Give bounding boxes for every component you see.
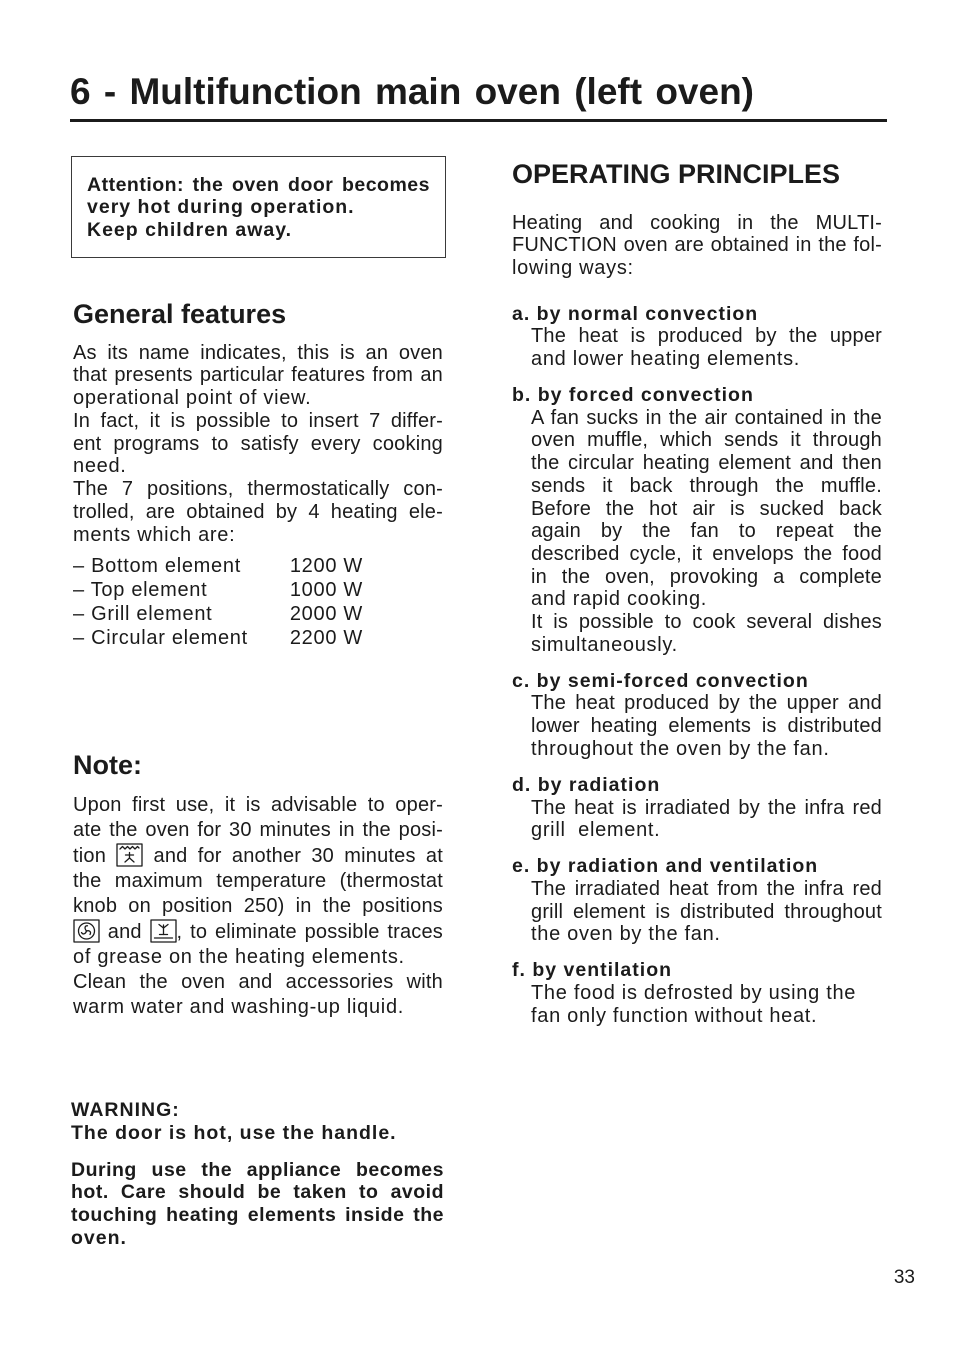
method-description-line: again by the fan to repeat the — [531, 520, 882, 543]
method-forced-convection — [512, 384, 882, 656]
attention-line: Keep children away. — [87, 218, 293, 241]
method-radiation — [512, 774, 882, 842]
warning-line: hot. Care should be taken to avoid — [71, 1181, 444, 1204]
warning-line: WARNING: — [71, 1098, 180, 1121]
warning-header — [71, 1099, 444, 1145]
heating-element-power: 2200 W — [289, 627, 363, 649]
general-features-line: that presents particular features from an — [73, 364, 443, 387]
general-features-line: The 7 positions, thermostatically con- — [73, 478, 443, 501]
heating-element-label: – Grill element — [73, 603, 213, 625]
method-description-line: Before the hot air is sucked back — [531, 497, 882, 520]
method-title: d. by radiation — [512, 773, 661, 796]
heating-element-label: – Top element — [73, 579, 208, 601]
paragraph — [531, 407, 882, 611]
attention-box — [71, 156, 446, 258]
warning-line: oven. — [71, 1226, 127, 1249]
heating-element-power: 1200 W — [289, 555, 363, 577]
page-title: 6 - Multifunction main oven (left oven) — [70, 71, 754, 112]
heating-element-row — [73, 602, 363, 626]
paragraph — [512, 212, 882, 280]
fan-circular-element-function-icon — [73, 919, 100, 943]
method-title: c. by semi-forced convection — [512, 669, 809, 692]
warning-line: The door is hot, use the handle. — [71, 1121, 397, 1144]
warning-text — [71, 1159, 444, 1250]
note-line: warm water and washing-up liquid. — [73, 995, 405, 1018]
note-line: of grease on the heating elements. — [73, 945, 405, 968]
heating-element-row — [73, 578, 363, 602]
method-description-line: and rapid cooking. — [531, 588, 708, 611]
paragraph — [73, 478, 443, 546]
method-description-line: grill element. — [531, 819, 661, 842]
method-description-line: It is possible to cook several dishes — [531, 611, 882, 634]
note-text — [73, 793, 443, 1020]
method-ventilation — [512, 959, 882, 1027]
heating-element-row — [73, 626, 363, 650]
general-features-text — [73, 342, 443, 547]
paragraph — [71, 1099, 444, 1122]
general-features-line: ent programs to satisfy every cooking — [73, 432, 443, 455]
note-line: and , to eliminate possible traces — [73, 919, 443, 945]
method-description — [512, 797, 882, 842]
method-description-line: the oven by the fan. — [531, 923, 721, 946]
intro-line: Heating and cooking in the MULTI- — [512, 211, 882, 234]
method-description — [512, 982, 882, 1027]
general-features-line: In fact, it is possible to insert 7 differ- — [73, 409, 443, 432]
method-description-line: The heat is produced by the upper — [531, 325, 882, 348]
method-description-line: The irradiated heat from the infra red — [531, 878, 882, 900]
attention-line: Attention: the oven door becomes — [87, 173, 430, 196]
method-semi-forced-convection — [512, 670, 882, 761]
paragraph — [71, 1159, 444, 1250]
warning-line: touching heating elements inside the — [71, 1204, 444, 1227]
bottom-element-fan-function-icon — [150, 919, 177, 943]
paragraph — [73, 342, 443, 410]
operating-methods — [512, 303, 882, 1028]
paragraph — [531, 611, 882, 656]
paragraph — [71, 1122, 444, 1145]
note-heading: Note: — [73, 750, 142, 780]
intro-line: FUNCTION oven are obtained in the fol- — [512, 234, 882, 257]
method-title: a. by normal convection — [512, 302, 759, 325]
page-number: 33 — [893, 1267, 915, 1288]
operating-principles-heading: OPERATING PRINCIPLES — [512, 159, 841, 189]
note-line: Clean the oven and accessories with — [73, 970, 443, 993]
method-title: e. by radiation and ventilation — [512, 855, 819, 878]
method-description-line: The heat produced by the upper and — [531, 692, 882, 715]
note-line: tion and for another 30 minutes at — [73, 844, 443, 867]
method-description-line: in the oven, provoking a complete — [531, 565, 882, 588]
paragraph — [531, 878, 882, 946]
method-description-line: A fan sucks in the air contained in the — [531, 406, 882, 429]
method-description-line: throughout the oven by the fan. — [531, 737, 830, 760]
method-description-line: lower heating elements is distributed — [531, 715, 882, 738]
method-description — [512, 325, 882, 370]
method-description-line: the circular heating element and then — [531, 452, 882, 475]
paragraph — [73, 970, 443, 1020]
method-description — [512, 692, 882, 760]
paragraph — [73, 410, 443, 478]
note-line: the maximum temperature (thermostat — [73, 869, 443, 892]
heating-element-label: – Circular element — [73, 627, 248, 649]
method-normal-convection — [512, 303, 882, 371]
general-features-line: ments which are: — [73, 523, 236, 546]
method-description — [512, 878, 882, 946]
heating-element-row — [73, 554, 363, 578]
paragraph — [531, 797, 882, 842]
method-description-line: grill element is distributed throughout — [531, 900, 882, 923]
general-features-line: As its name indicates, this is an oven — [73, 341, 443, 364]
heating-element-power: 1000 W — [289, 579, 363, 601]
intro-line: lowing ways: — [512, 256, 634, 279]
method-title: b. by forced convection — [512, 384, 754, 407]
paragraph — [531, 325, 882, 370]
heating-element-list — [73, 554, 363, 650]
method-description-line: fan only function without heat. — [531, 1004, 818, 1027]
method-description-line: simultaneously. — [531, 633, 678, 656]
general-features-heading: General features — [73, 299, 287, 329]
paragraph — [531, 982, 882, 1027]
method-description-line: sends it back through the muffle. — [531, 474, 882, 497]
heating-element-power: 2000 W — [289, 603, 363, 625]
note-line: ate the oven for 30 minutes in the posi- — [73, 818, 443, 841]
operating-principles-intro — [512, 212, 882, 280]
paragraph — [87, 174, 430, 219]
note-line: Upon first use, it is advisable to oper- — [73, 793, 443, 816]
method-description-line: described cycle, it envelops the food — [531, 542, 882, 565]
method-description — [512, 407, 882, 657]
method-radiation-and-ventilation — [512, 855, 882, 946]
title-underline — [70, 119, 887, 122]
method-description-line: oven muffle, which sends it through — [531, 429, 882, 452]
general-features-line: operational point of view. — [73, 387, 312, 410]
heating-element-label: – Bottom element — [73, 555, 241, 577]
warning-line: During use the appliance becomes — [71, 1158, 444, 1181]
note-line: knob on position 250) in the positions — [73, 894, 443, 917]
grill-fan-function-icon — [116, 843, 143, 867]
general-features-line: trolled, are obtained by 4 heating ele- — [73, 500, 443, 523]
general-features-line: need. — [73, 455, 127, 478]
method-description-line: and lower heating elements. — [531, 348, 801, 371]
paragraph — [531, 692, 882, 760]
paragraph — [87, 219, 430, 242]
method-description-line: The heat is irradiated by the infra red — [531, 796, 882, 819]
paragraph — [73, 793, 443, 970]
method-title: f. by ventilation — [512, 959, 673, 982]
method-description-line: The food is defrosted by using the — [531, 982, 857, 1005]
attention-line: very hot during operation. — [87, 196, 355, 219]
